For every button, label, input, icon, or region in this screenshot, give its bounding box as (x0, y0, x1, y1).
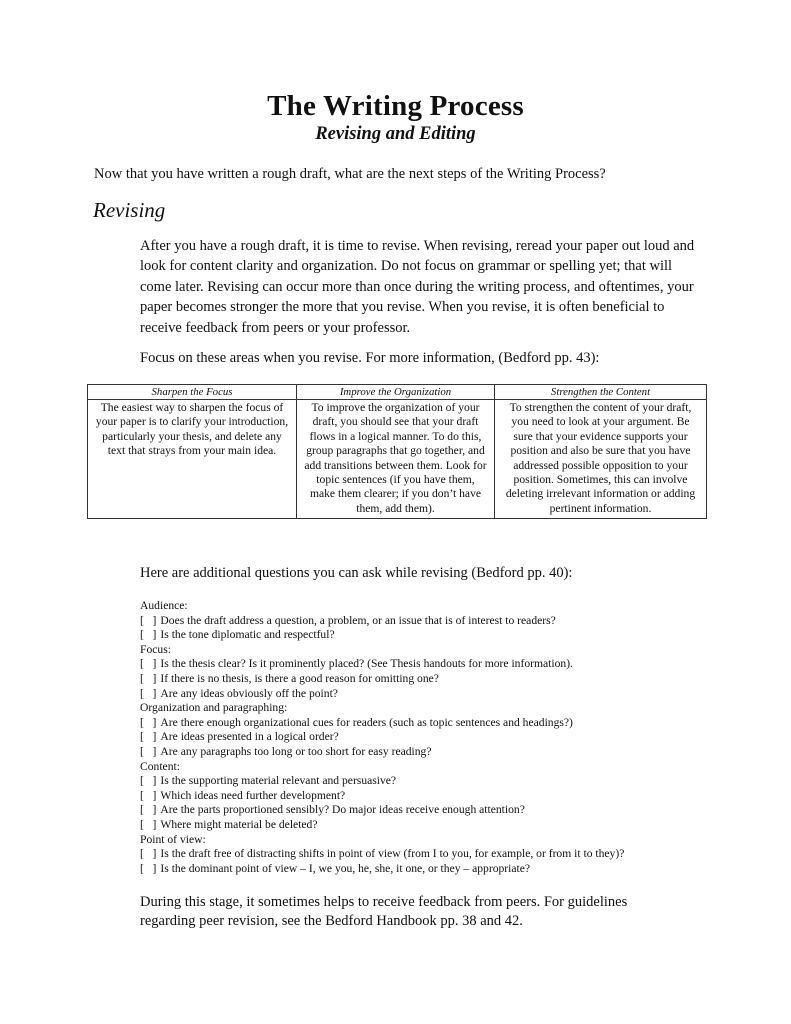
table-header-cell: Strengthen the Content (495, 385, 707, 400)
checklist-category: Point of view: (140, 832, 206, 846)
table-header-row (88, 385, 707, 400)
questions-intro: Here are additional questions you can ask while revising (Bedford pp. 40): (140, 565, 573, 581)
checklist-item-text: Does the draft address a question, a problem, or an issue that is of interest to readers? (160, 613, 556, 627)
checklist-item-text: Are the parts proportioned sensibly? Do major ideas receive enough attention? (160, 803, 525, 817)
checklist-item[interactable] (140, 687, 624, 702)
page-subtitle: Revising and Editing (315, 124, 476, 144)
section-heading-revising: Revising (93, 198, 166, 222)
checkbox-brackets[interactable]: [ ] (140, 788, 157, 802)
checklist-item[interactable] (140, 628, 624, 643)
checklist-item-text: Is the supporting material relevant and persuasive? (160, 774, 397, 788)
checklist-category: Content: (140, 759, 180, 773)
table-cell: The easiest way to sharpen the focus of your paper is to clarify your introduction, particularly your thesis, and delete any text that strays from your main idea. (88, 400, 297, 519)
revising-paragraph: After you have a rough draft, it is time to revise. When revising, reread your paper out loud and look for content clarity and organization. Do not focus on grammar or spelling yet; that will come later. Revising can occur more than once during the writing process, and oftentimes, your paper becomes stronger the more that you revise. When you revise, it is often beneficial to receive feedback from peers or your professor. (140, 238, 695, 336)
checklist-item-text: Is the draft free of distracting shifts in point of view (from I to you, for example, or from it to they)? (160, 847, 625, 861)
checklist-item[interactable] (140, 847, 624, 862)
checklist-item[interactable] (140, 614, 624, 629)
checklist-item-text: If there is no thesis, is there a good reason for omitting one? (160, 671, 439, 685)
checklist-item-text: Are any paragraphs too long or too short for easy reading? (160, 744, 432, 758)
checklist-item-text: Which ideas need further development? (160, 788, 346, 802)
focus-line: Focus on these areas when you revise. For more information, (Bedford pp. 43): (140, 350, 600, 366)
table-header-cell: Improve the Organization (297, 385, 495, 400)
table-row (88, 400, 707, 519)
question-checklist (140, 599, 624, 876)
page-title: The Writing Process (267, 90, 524, 122)
checklist-item-text: Is the thesis clear? Is it prominently placed? (See Thesis handouts for more information). (160, 657, 573, 671)
checklist-item-text: Is the tone diplomatic and respectful? (160, 628, 335, 642)
checklist-item[interactable] (140, 716, 624, 731)
table-cell: To strengthen the content of your draft, you need to look at your argument. Be sure that your evidence supports your position and also be sure that you have addressed possible opposition to your position. Sometimes, this can involve deleting irrelevant information or adding pertinent information. (495, 400, 707, 519)
checkbox-brackets[interactable]: [ ] (140, 730, 157, 744)
revision-areas-table (87, 384, 707, 519)
closing-paragraph: During this stage, it sometimes helps to receive feedback from peers. For guidelines regarding peer revision, see the Bedford Handbook pp. 38 and 42. (140, 894, 628, 929)
checklist-item-text: Where might material be deleted? (160, 817, 318, 831)
checkbox-brackets[interactable]: [ ] (140, 671, 157, 685)
checkbox-brackets[interactable]: [ ] (140, 657, 157, 671)
table-header-cell: Sharpen the Focus (88, 385, 297, 400)
table-cell: To improve the organization of your draft, you should see that your draft flows in a logical manner. To do this, group paragraphs that go together, and add transitions between them. Look for topic sentences (if you have them, make them clearer; if you don’t have them, add them). (297, 400, 495, 519)
checkbox-brackets[interactable]: [ ] (140, 774, 157, 788)
checklist-item[interactable] (140, 774, 624, 789)
checkbox-brackets[interactable]: [ ] (140, 628, 157, 642)
checklist-item[interactable] (140, 657, 624, 672)
checklist-item[interactable] (140, 789, 624, 804)
intro-text: Now that you have written a rough draft, what are the next steps of the Writing Process? (94, 166, 606, 182)
checklist-item-text: Are ideas presented in a logical order? (160, 730, 339, 744)
checklist-category: Audience: (140, 599, 188, 612)
checklist-item[interactable] (140, 803, 624, 818)
checkbox-brackets[interactable]: [ ] (140, 861, 157, 875)
checklist-item-text: Is the dominant point of view – I, we you, he, she, it one, or they – appropriate? (160, 861, 531, 875)
checkbox-brackets[interactable]: [ ] (140, 744, 157, 758)
checklist-item-text: Are any ideas obviously off the point? (160, 686, 338, 700)
checkbox-brackets[interactable]: [ ] (140, 803, 157, 817)
checkbox-brackets[interactable]: [ ] (140, 613, 157, 627)
checkbox-brackets[interactable]: [ ] (140, 715, 157, 729)
checkbox-brackets[interactable]: [ ] (140, 847, 157, 861)
checkbox-brackets[interactable]: [ ] (140, 686, 157, 700)
checklist-item[interactable] (140, 862, 624, 877)
checklist-item[interactable] (140, 745, 624, 760)
checklist-item[interactable] (140, 730, 624, 745)
checklist-item[interactable] (140, 818, 624, 833)
checkbox-brackets[interactable]: [ ] (140, 817, 157, 831)
checklist-category: Focus: (140, 642, 171, 656)
checklist-category: Organization and paragraphing: (140, 701, 288, 715)
checklist-item[interactable] (140, 672, 624, 687)
checklist-item-text: Are there enough organizational cues for readers (such as topic sentences and headings?) (160, 715, 573, 729)
